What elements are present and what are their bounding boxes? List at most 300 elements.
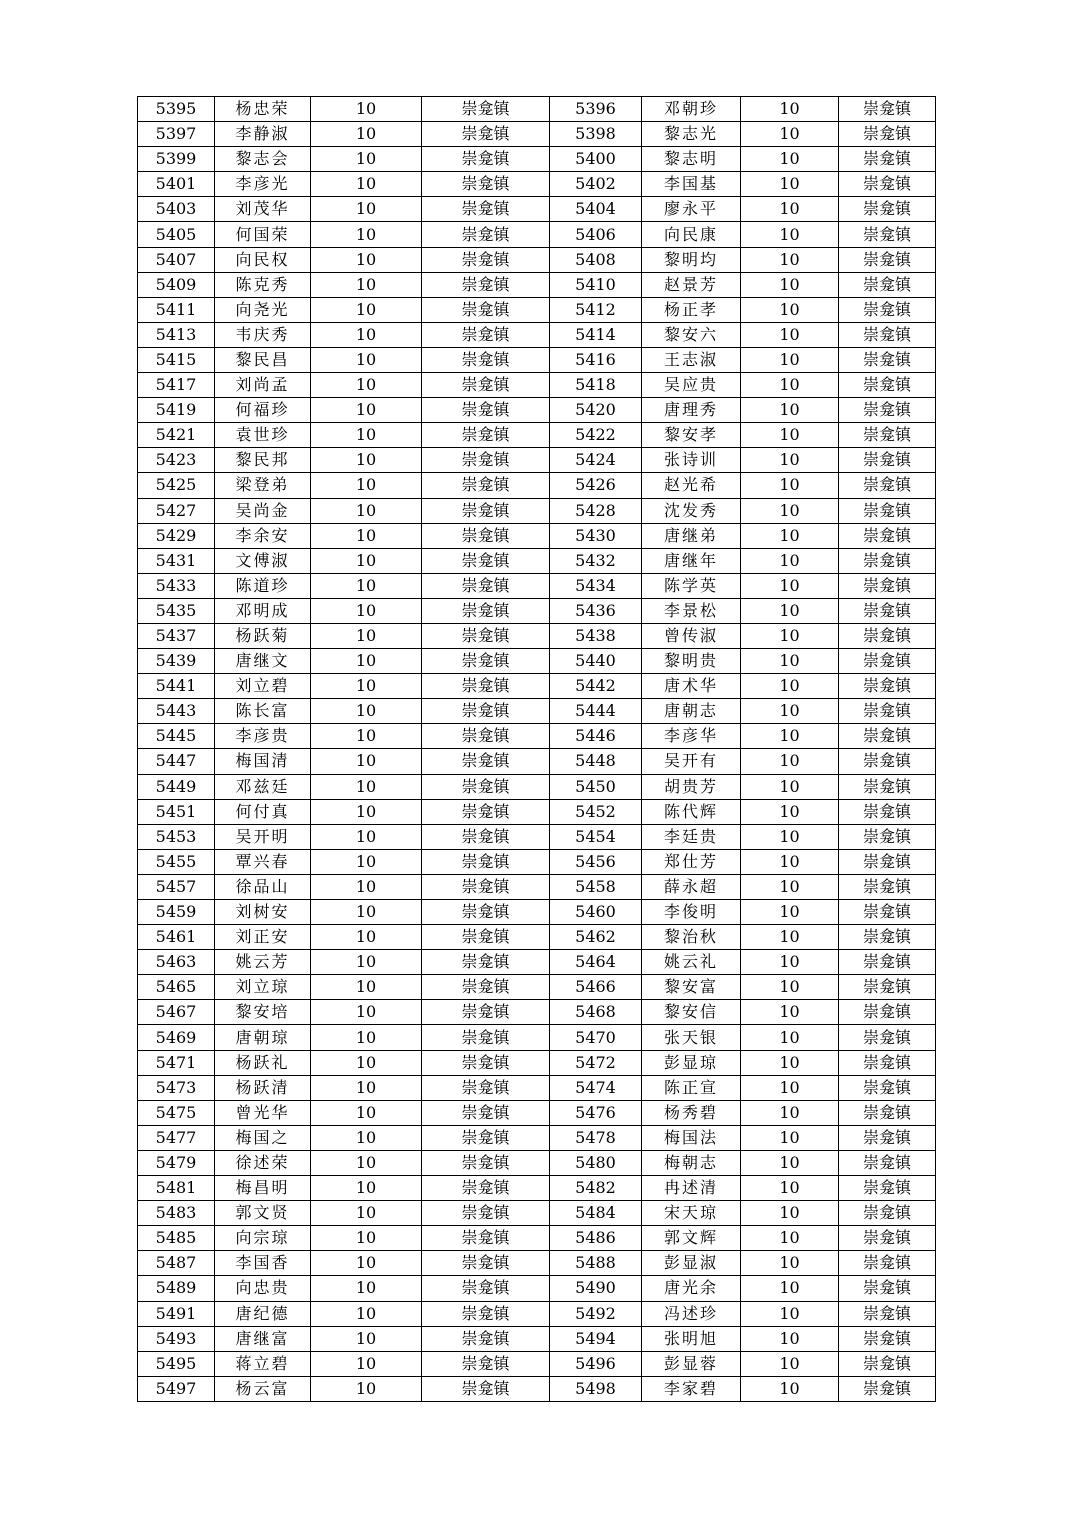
town-cell: 崇龛镇 [839, 874, 936, 899]
table-row [138, 623, 936, 648]
person-name-cell: 彭显琼 [642, 1050, 741, 1075]
town-cell: 崇龛镇 [422, 1025, 550, 1050]
person-name-cell: 杨秀碧 [642, 1100, 741, 1125]
town-cell: 崇龛镇 [422, 774, 550, 799]
person-name-cell: 邓兹廷 [215, 774, 311, 799]
amount-cell: 10 [311, 824, 422, 849]
record-number-cell: 5465 [138, 975, 215, 1000]
town-cell: 崇龛镇 [422, 874, 550, 899]
amount-cell: 10 [311, 97, 422, 122]
town-cell: 崇龛镇 [422, 473, 550, 498]
table-row [138, 322, 936, 347]
person-name-cell: 姚云礼 [642, 950, 741, 975]
town-cell: 崇龛镇 [839, 900, 936, 925]
town-cell: 崇龛镇 [839, 824, 936, 849]
amount-cell: 10 [741, 1301, 839, 1326]
person-name-cell: 唐纪德 [215, 1301, 311, 1326]
record-number-cell: 5438 [550, 623, 642, 648]
amount-cell: 10 [741, 172, 839, 197]
table-row [138, 699, 936, 724]
record-number-cell: 5462 [550, 925, 642, 950]
record-number-cell: 5457 [138, 874, 215, 899]
amount-cell: 10 [741, 1150, 839, 1175]
amount-cell: 10 [741, 799, 839, 824]
town-cell: 崇龛镇 [422, 1100, 550, 1125]
person-name-cell: 郑仕芳 [642, 849, 741, 874]
table-row [138, 423, 936, 448]
table-row [138, 498, 936, 523]
amount-cell: 10 [311, 297, 422, 322]
table-row [138, 724, 936, 749]
person-name-cell: 胡贵芳 [642, 774, 741, 799]
town-cell: 崇龛镇 [839, 1276, 936, 1301]
person-name-cell: 赵景芳 [642, 272, 741, 297]
table-row [138, 398, 936, 423]
town-cell: 崇龛镇 [839, 1000, 936, 1025]
person-name-cell: 李彦贵 [215, 724, 311, 749]
person-name-cell: 黎安六 [642, 322, 741, 347]
record-number-cell: 5479 [138, 1150, 215, 1175]
amount-cell: 10 [741, 347, 839, 372]
record-number-cell: 5405 [138, 222, 215, 247]
town-cell: 崇龛镇 [839, 548, 936, 573]
table-row [138, 1000, 936, 1025]
town-cell: 崇龛镇 [422, 523, 550, 548]
records-table [137, 96, 936, 1402]
table-row [138, 1226, 936, 1251]
person-name-cell: 刘立碧 [215, 674, 311, 699]
town-cell: 崇龛镇 [839, 122, 936, 147]
record-number-cell: 5493 [138, 1326, 215, 1351]
amount-cell: 10 [311, 925, 422, 950]
town-cell: 崇龛镇 [422, 222, 550, 247]
table-row [138, 272, 936, 297]
record-number-cell: 5482 [550, 1176, 642, 1201]
table-row [138, 548, 936, 573]
amount-cell: 10 [311, 398, 422, 423]
amount-cell: 10 [741, 1100, 839, 1125]
town-cell: 崇龛镇 [839, 975, 936, 1000]
person-name-cell: 宋天琼 [642, 1201, 741, 1226]
town-cell: 崇龛镇 [839, 1176, 936, 1201]
person-name-cell: 梅国之 [215, 1125, 311, 1150]
amount-cell: 10 [741, 122, 839, 147]
person-name-cell: 唐朝琼 [215, 1025, 311, 1050]
person-name-cell: 李彦光 [215, 172, 311, 197]
person-name-cell: 唐理秀 [642, 398, 741, 423]
record-number-cell: 5418 [550, 373, 642, 398]
amount-cell: 10 [311, 1100, 422, 1125]
person-name-cell: 李家碧 [642, 1376, 741, 1401]
record-number-cell: 5453 [138, 824, 215, 849]
table-row [138, 1025, 936, 1050]
person-name-cell: 唐继年 [642, 548, 741, 573]
amount-cell: 10 [311, 423, 422, 448]
record-number-cell: 5400 [550, 147, 642, 172]
town-cell: 崇龛镇 [839, 849, 936, 874]
town-cell: 崇龛镇 [422, 147, 550, 172]
person-name-cell: 陈道珍 [215, 573, 311, 598]
table-row [138, 1050, 936, 1075]
town-cell: 崇龛镇 [422, 548, 550, 573]
table-row [138, 1326, 936, 1351]
amount-cell: 10 [741, 448, 839, 473]
town-cell: 崇龛镇 [839, 950, 936, 975]
town-cell: 崇龛镇 [839, 197, 936, 222]
record-number-cell: 5421 [138, 423, 215, 448]
person-name-cell: 陈学英 [642, 573, 741, 598]
record-number-cell: 5436 [550, 598, 642, 623]
town-cell: 崇龛镇 [422, 824, 550, 849]
record-number-cell: 5480 [550, 1150, 642, 1175]
person-name-cell: 徐述荣 [215, 1150, 311, 1175]
town-cell: 崇龛镇 [839, 247, 936, 272]
amount-cell: 10 [741, 272, 839, 297]
amount-cell: 10 [311, 247, 422, 272]
amount-cell: 10 [741, 1176, 839, 1201]
person-name-cell: 陈克秀 [215, 272, 311, 297]
record-number-cell: 5475 [138, 1100, 215, 1125]
record-number-cell: 5461 [138, 925, 215, 950]
table-row [138, 172, 936, 197]
town-cell: 崇龛镇 [422, 925, 550, 950]
amount-cell: 10 [311, 1000, 422, 1025]
table-row [138, 347, 936, 372]
town-cell: 崇龛镇 [839, 649, 936, 674]
record-number-cell: 5468 [550, 1000, 642, 1025]
town-cell: 崇龛镇 [422, 122, 550, 147]
record-number-cell: 5472 [550, 1050, 642, 1075]
town-cell: 崇龛镇 [422, 172, 550, 197]
record-number-cell: 5417 [138, 373, 215, 398]
table-row [138, 373, 936, 398]
amount-cell: 10 [741, 423, 839, 448]
amount-cell: 10 [311, 172, 422, 197]
amount-cell: 10 [741, 1351, 839, 1376]
table-row [138, 799, 936, 824]
town-cell: 崇龛镇 [839, 724, 936, 749]
table-row [138, 448, 936, 473]
person-name-cell: 冯述珍 [642, 1301, 741, 1326]
person-name-cell: 彭显蓉 [642, 1351, 741, 1376]
town-cell: 崇龛镇 [839, 373, 936, 398]
town-cell: 崇龛镇 [839, 473, 936, 498]
person-name-cell: 刘树安 [215, 900, 311, 925]
town-cell: 崇龛镇 [422, 573, 550, 598]
record-number-cell: 5426 [550, 473, 642, 498]
record-number-cell: 5437 [138, 623, 215, 648]
record-number-cell: 5484 [550, 1201, 642, 1226]
person-name-cell: 杨忠荣 [215, 97, 311, 122]
amount-cell: 10 [741, 398, 839, 423]
table-row [138, 222, 936, 247]
town-cell: 崇龛镇 [839, 623, 936, 648]
table-row [138, 1176, 936, 1201]
amount-cell: 10 [741, 1201, 839, 1226]
town-cell: 崇龛镇 [839, 1301, 936, 1326]
person-name-cell: 刘立琼 [215, 975, 311, 1000]
record-number-cell: 5414 [550, 322, 642, 347]
town-cell: 崇龛镇 [839, 1025, 936, 1050]
amount-cell: 10 [311, 1351, 422, 1376]
amount-cell: 10 [311, 573, 422, 598]
person-name-cell: 沈发秀 [642, 498, 741, 523]
amount-cell: 10 [741, 373, 839, 398]
amount-cell: 10 [741, 925, 839, 950]
person-name-cell: 梁登弟 [215, 473, 311, 498]
amount-cell: 10 [311, 147, 422, 172]
town-cell: 崇龛镇 [422, 398, 550, 423]
person-name-cell: 李廷贵 [642, 824, 741, 849]
person-name-cell: 何福珍 [215, 398, 311, 423]
town-cell: 崇龛镇 [839, 1351, 936, 1376]
table-row [138, 774, 936, 799]
town-cell: 崇龛镇 [422, 1150, 550, 1175]
person-name-cell: 陈正宣 [642, 1075, 741, 1100]
town-cell: 崇龛镇 [839, 347, 936, 372]
person-name-cell: 向尧光 [215, 297, 311, 322]
amount-cell: 10 [311, 774, 422, 799]
town-cell: 崇龛镇 [422, 849, 550, 874]
amount-cell: 10 [741, 950, 839, 975]
person-name-cell: 黎安培 [215, 1000, 311, 1025]
person-name-cell: 李景松 [642, 598, 741, 623]
town-cell: 崇龛镇 [422, 623, 550, 648]
town-cell: 崇龛镇 [839, 172, 936, 197]
amount-cell: 10 [741, 874, 839, 899]
person-name-cell: 廖永平 [642, 197, 741, 222]
amount-cell: 10 [741, 97, 839, 122]
amount-cell: 10 [311, 950, 422, 975]
person-name-cell: 黎明贵 [642, 649, 741, 674]
person-name-cell: 黎志明 [642, 147, 741, 172]
person-name-cell: 李彦华 [642, 724, 741, 749]
person-name-cell: 李俊明 [642, 900, 741, 925]
person-name-cell: 向民康 [642, 222, 741, 247]
record-number-cell: 5464 [550, 950, 642, 975]
town-cell: 崇龛镇 [839, 498, 936, 523]
record-number-cell: 5431 [138, 548, 215, 573]
person-name-cell: 陈长富 [215, 699, 311, 724]
amount-cell: 10 [311, 674, 422, 699]
town-cell: 崇龛镇 [422, 347, 550, 372]
record-number-cell: 5435 [138, 598, 215, 623]
amount-cell: 10 [311, 347, 422, 372]
town-cell: 崇龛镇 [422, 97, 550, 122]
table-row [138, 1075, 936, 1100]
record-number-cell: 5401 [138, 172, 215, 197]
amount-cell: 10 [311, 699, 422, 724]
amount-cell: 10 [311, 724, 422, 749]
town-cell: 崇龛镇 [422, 1226, 550, 1251]
amount-cell: 10 [311, 272, 422, 297]
record-number-cell: 5497 [138, 1376, 215, 1401]
town-cell: 崇龛镇 [422, 975, 550, 1000]
town-cell: 崇龛镇 [422, 1326, 550, 1351]
town-cell: 崇龛镇 [422, 373, 550, 398]
amount-cell: 10 [741, 1075, 839, 1100]
person-name-cell: 张诗训 [642, 448, 741, 473]
record-number-cell: 5406 [550, 222, 642, 247]
town-cell: 崇龛镇 [422, 297, 550, 322]
person-name-cell: 刘正安 [215, 925, 311, 950]
person-name-cell: 黎安信 [642, 1000, 741, 1025]
person-name-cell: 梅朝志 [642, 1150, 741, 1175]
record-number-cell: 5474 [550, 1075, 642, 1100]
record-number-cell: 5403 [138, 197, 215, 222]
person-name-cell: 邓明成 [215, 598, 311, 623]
table-row [138, 122, 936, 147]
record-number-cell: 5452 [550, 799, 642, 824]
record-number-cell: 5450 [550, 774, 642, 799]
person-name-cell: 刘尚孟 [215, 373, 311, 398]
amount-cell: 10 [311, 473, 422, 498]
record-number-cell: 5439 [138, 649, 215, 674]
town-cell: 崇龛镇 [422, 900, 550, 925]
table-row [138, 849, 936, 874]
person-name-cell: 刘茂华 [215, 197, 311, 222]
record-number-cell: 5451 [138, 799, 215, 824]
record-number-cell: 5494 [550, 1326, 642, 1351]
town-cell: 崇龛镇 [422, 749, 550, 774]
record-number-cell: 5444 [550, 699, 642, 724]
table-row [138, 925, 936, 950]
person-name-cell: 黎民昌 [215, 347, 311, 372]
record-number-cell: 5496 [550, 1351, 642, 1376]
person-name-cell: 陈代辉 [642, 799, 741, 824]
record-number-cell: 5466 [550, 975, 642, 1000]
person-name-cell: 张明旭 [642, 1326, 741, 1351]
amount-cell: 10 [311, 799, 422, 824]
record-number-cell: 5434 [550, 573, 642, 598]
town-cell: 崇龛镇 [422, 423, 550, 448]
person-name-cell: 杨正孝 [642, 297, 741, 322]
table-row [138, 900, 936, 925]
person-name-cell: 李静淑 [215, 122, 311, 147]
record-number-cell: 5404 [550, 197, 642, 222]
person-name-cell: 向民权 [215, 247, 311, 272]
record-number-cell: 5470 [550, 1025, 642, 1050]
amount-cell: 10 [311, 1125, 422, 1150]
amount-cell: 10 [311, 1276, 422, 1301]
table-row [138, 1201, 936, 1226]
table-row [138, 874, 936, 899]
record-number-cell: 5486 [550, 1226, 642, 1251]
town-cell: 崇龛镇 [839, 674, 936, 699]
amount-cell: 10 [311, 1326, 422, 1351]
amount-cell: 10 [741, 523, 839, 548]
amount-cell: 10 [741, 975, 839, 1000]
amount-cell: 10 [741, 1326, 839, 1351]
town-cell: 崇龛镇 [422, 1251, 550, 1276]
amount-cell: 10 [741, 222, 839, 247]
record-number-cell: 5471 [138, 1050, 215, 1075]
table-row [138, 824, 936, 849]
amount-cell: 10 [311, 498, 422, 523]
record-number-cell: 5473 [138, 1075, 215, 1100]
person-name-cell: 杨云富 [215, 1376, 311, 1401]
table-row [138, 247, 936, 272]
amount-cell: 10 [741, 548, 839, 573]
record-number-cell: 5407 [138, 247, 215, 272]
record-number-cell: 5433 [138, 573, 215, 598]
table-row [138, 598, 936, 623]
amount-cell: 10 [741, 1376, 839, 1401]
amount-cell: 10 [741, 247, 839, 272]
person-name-cell: 黎志光 [642, 122, 741, 147]
person-name-cell: 郭文贤 [215, 1201, 311, 1226]
town-cell: 崇龛镇 [422, 649, 550, 674]
record-number-cell: 5455 [138, 849, 215, 874]
table-row [138, 523, 936, 548]
amount-cell: 10 [311, 1150, 422, 1175]
record-number-cell: 5487 [138, 1251, 215, 1276]
person-name-cell: 唐朝志 [642, 699, 741, 724]
town-cell: 崇龛镇 [422, 322, 550, 347]
town-cell: 崇龛镇 [839, 1251, 936, 1276]
record-number-cell: 5478 [550, 1125, 642, 1150]
person-name-cell: 李国基 [642, 172, 741, 197]
amount-cell: 10 [741, 649, 839, 674]
person-name-cell: 唐继富 [215, 1326, 311, 1351]
amount-cell: 10 [311, 1301, 422, 1326]
person-name-cell: 杨跃清 [215, 1075, 311, 1100]
person-name-cell: 杨跃礼 [215, 1050, 311, 1075]
record-number-cell: 5397 [138, 122, 215, 147]
table-row [138, 1251, 936, 1276]
town-cell: 崇龛镇 [839, 598, 936, 623]
person-name-cell: 赵光希 [642, 473, 741, 498]
record-number-cell: 5423 [138, 448, 215, 473]
record-number-cell: 5409 [138, 272, 215, 297]
town-cell: 崇龛镇 [422, 1000, 550, 1025]
person-name-cell: 姚云芳 [215, 950, 311, 975]
amount-cell: 10 [311, 649, 422, 674]
record-number-cell: 5490 [550, 1276, 642, 1301]
record-number-cell: 5440 [550, 649, 642, 674]
person-name-cell: 梅国法 [642, 1125, 741, 1150]
amount-cell: 10 [311, 122, 422, 147]
town-cell: 崇龛镇 [422, 674, 550, 699]
amount-cell: 10 [741, 147, 839, 172]
town-cell: 崇龛镇 [839, 398, 936, 423]
record-number-cell: 5441 [138, 674, 215, 699]
town-cell: 崇龛镇 [839, 799, 936, 824]
amount-cell: 10 [741, 1251, 839, 1276]
record-number-cell: 5449 [138, 774, 215, 799]
amount-cell: 10 [311, 322, 422, 347]
town-cell: 崇龛镇 [839, 1326, 936, 1351]
amount-cell: 10 [311, 373, 422, 398]
amount-cell: 10 [741, 674, 839, 699]
town-cell: 崇龛镇 [839, 97, 936, 122]
amount-cell: 10 [311, 523, 422, 548]
person-name-cell: 袁世珍 [215, 423, 311, 448]
table-row [138, 674, 936, 699]
person-name-cell: 向忠贵 [215, 1276, 311, 1301]
town-cell: 崇龛镇 [839, 523, 936, 548]
town-cell: 崇龛镇 [422, 1301, 550, 1326]
record-number-cell: 5415 [138, 347, 215, 372]
record-number-cell: 5459 [138, 900, 215, 925]
table-row [138, 197, 936, 222]
record-number-cell: 5424 [550, 448, 642, 473]
table-row [138, 1276, 936, 1301]
amount-cell: 10 [741, 900, 839, 925]
record-number-cell: 5396 [550, 97, 642, 122]
amount-cell: 10 [741, 724, 839, 749]
amount-cell: 10 [741, 297, 839, 322]
